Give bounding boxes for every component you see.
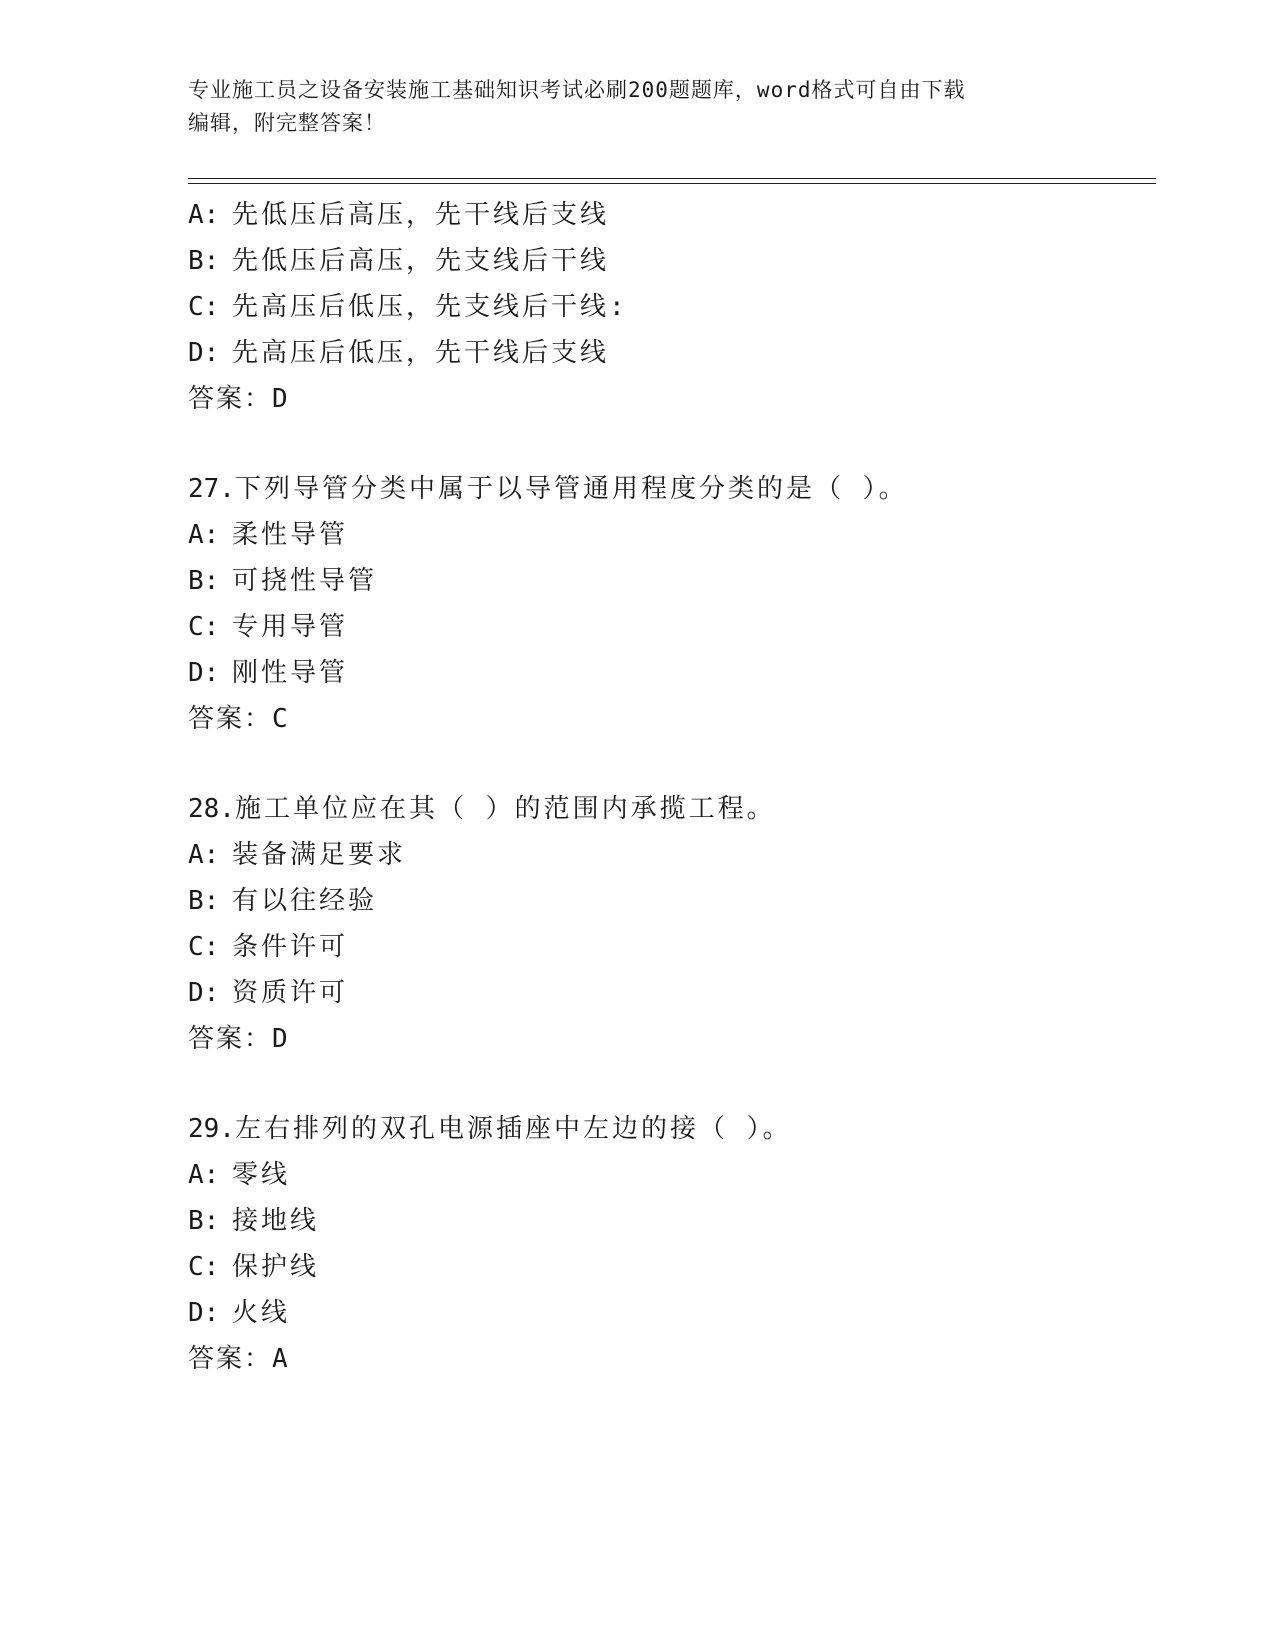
answer-value: D bbox=[272, 384, 289, 414]
option-key: D: bbox=[188, 978, 220, 1008]
question-text bbox=[188, 466, 1156, 512]
answer-label: 答案： bbox=[188, 384, 273, 414]
option-c bbox=[188, 1244, 1156, 1290]
header-divider-top bbox=[188, 178, 1156, 179]
option-a bbox=[188, 192, 1156, 238]
question-number: 27. bbox=[188, 474, 235, 504]
option-text: 保护线 bbox=[232, 1252, 320, 1282]
option-text: 先高压后低压，先干线后支线 bbox=[232, 338, 610, 368]
option-text: 先低压后高压，先支线后干线 bbox=[232, 246, 610, 276]
option-key: C: bbox=[188, 612, 220, 642]
option-text: 资质许可 bbox=[232, 978, 349, 1008]
header-line-1: 专业施工员之设备安装施工基础知识考试必刷200题题库，word格式可自由下载 bbox=[188, 78, 966, 102]
option-a bbox=[188, 512, 1156, 558]
option-key: B: bbox=[188, 566, 220, 596]
option-text: 条件许可 bbox=[232, 932, 349, 962]
option-key: A: bbox=[188, 1160, 220, 1190]
answer-label: 答案： bbox=[188, 704, 273, 734]
option-key: A: bbox=[188, 840, 220, 870]
option-text: 装备满足要求 bbox=[232, 840, 407, 870]
option-text: 专用导管 bbox=[232, 612, 349, 642]
question-block-29 bbox=[188, 1106, 1156, 1382]
question-text bbox=[188, 1106, 1156, 1152]
option-text: 火线 bbox=[232, 1298, 291, 1328]
option-text: 先低压后高压，先干线后支线 bbox=[232, 200, 610, 230]
answer-line bbox=[188, 376, 1156, 422]
answer-label: 答案： bbox=[188, 1344, 273, 1374]
option-c bbox=[188, 924, 1156, 970]
option-key: D: bbox=[188, 1298, 220, 1328]
option-text: 先高压后低压，先支线后干线: bbox=[232, 292, 628, 322]
option-d bbox=[188, 650, 1156, 696]
option-text: 可挠性导管 bbox=[232, 566, 378, 596]
option-key: C: bbox=[188, 932, 220, 962]
option-key: B: bbox=[188, 886, 220, 916]
question-stem: 施工单位应在其（ ）的范围内承揽工程。 bbox=[234, 794, 776, 824]
option-text: 刚性导管 bbox=[232, 658, 349, 688]
question-text bbox=[188, 786, 1156, 832]
question-number: 28. bbox=[188, 794, 235, 824]
option-b bbox=[188, 1198, 1156, 1244]
option-key: B: bbox=[188, 1206, 220, 1236]
answer-value: A bbox=[272, 1344, 289, 1374]
spacer bbox=[188, 1062, 1156, 1106]
option-b bbox=[188, 878, 1156, 924]
option-key: D: bbox=[188, 338, 220, 368]
option-b bbox=[188, 238, 1156, 284]
option-d bbox=[188, 970, 1156, 1016]
option-c bbox=[188, 284, 1156, 330]
answer-value: C bbox=[272, 704, 289, 734]
option-key: D: bbox=[188, 658, 220, 688]
option-key: C: bbox=[188, 1252, 220, 1282]
option-d bbox=[188, 1290, 1156, 1336]
spacer bbox=[188, 422, 1156, 466]
option-b bbox=[188, 558, 1156, 604]
answer-line bbox=[188, 1016, 1156, 1062]
option-d bbox=[188, 330, 1156, 376]
answer-line bbox=[188, 696, 1156, 742]
spacer bbox=[188, 742, 1156, 786]
question-block-26 bbox=[188, 192, 1156, 422]
option-c bbox=[188, 604, 1156, 650]
option-text: 接地线 bbox=[232, 1206, 320, 1236]
question-list bbox=[188, 192, 1156, 1382]
option-text: 柔性导管 bbox=[232, 520, 349, 550]
header-divider-bottom bbox=[188, 183, 1156, 184]
question-stem: 左右排列的双孔电源插座中左边的接（ ）。 bbox=[234, 1114, 792, 1144]
option-key: A: bbox=[188, 200, 220, 230]
option-text: 有以往经验 bbox=[232, 886, 378, 916]
answer-label: 答案： bbox=[188, 1024, 273, 1054]
question-stem: 下列导管分类中属于以导管通用程度分类的是（ ）。 bbox=[234, 474, 908, 504]
option-a bbox=[188, 832, 1156, 878]
answer-value: D bbox=[272, 1024, 289, 1054]
option-a bbox=[188, 1152, 1156, 1198]
option-key: C: bbox=[188, 292, 220, 322]
header-line-2: 编辑，附完整答案！ bbox=[188, 111, 386, 135]
option-key: B: bbox=[188, 246, 220, 276]
document-header bbox=[188, 74, 1088, 140]
question-number: 29. bbox=[188, 1114, 235, 1144]
answer-line bbox=[188, 1336, 1156, 1382]
option-text: 零线 bbox=[232, 1160, 291, 1190]
question-block-28 bbox=[188, 786, 1156, 1062]
question-block-27 bbox=[188, 466, 1156, 742]
option-key: A: bbox=[188, 520, 220, 550]
